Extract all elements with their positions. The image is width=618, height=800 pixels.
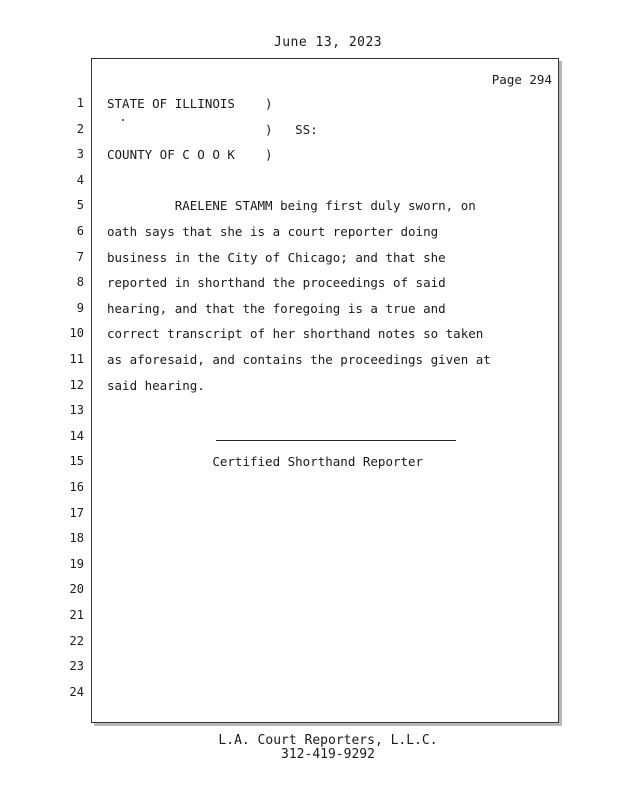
- line-number: 2: [76, 122, 84, 136]
- line-number: 24: [69, 685, 84, 699]
- line-text: as aforesaid, and contains the proceedings given at: [107, 352, 491, 367]
- line-number: 5: [76, 198, 84, 212]
- footer-company: L.A. Court Reporters, L.L.C.: [218, 733, 438, 748]
- line-text: Certified Shorthand Reporter: [107, 454, 424, 469]
- line-text: RAELENE STAMM being first duly sworn, on: [107, 198, 476, 213]
- line-number: 13: [69, 403, 84, 417]
- line-text: COUNTY OF C O O K ): [107, 147, 273, 162]
- line-number: 21: [69, 608, 84, 622]
- footer-phone: 312-419-9292: [281, 747, 375, 762]
- line-number: 22: [69, 634, 84, 648]
- line-number: 14: [69, 429, 84, 443]
- line-text: STATE OF ILLINOIS ): [107, 96, 273, 111]
- line-text: hearing, and that the foregoing is a true and: [107, 301, 446, 316]
- line-number: 17: [69, 506, 84, 520]
- line-number: 11: [69, 352, 84, 366]
- line-text: correct transcript of her shorthand notes so taken: [107, 326, 484, 341]
- line-number: 23: [69, 659, 84, 673]
- line-text: reported in shorthand the proceedings of said: [107, 275, 446, 290]
- line-text: business in the City of Chicago; and that she: [107, 250, 446, 265]
- signature-line: [216, 440, 456, 441]
- line-text: said hearing.: [107, 378, 205, 393]
- line-number: 7: [76, 250, 84, 264]
- line-text: oath says that she is a court reporter doing: [107, 224, 439, 239]
- stray-mark: [122, 119, 124, 121]
- line-text: ) SS:: [107, 122, 318, 137]
- line-number: 8: [76, 275, 84, 289]
- line-number: 12: [69, 378, 84, 392]
- line-number: 6: [76, 224, 84, 238]
- line-number: 4: [76, 173, 84, 187]
- line-number: 16: [69, 480, 84, 494]
- transcript-date: June 13, 2023: [273, 35, 383, 50]
- line-number: 9: [76, 301, 84, 315]
- line-number: 19: [69, 557, 84, 571]
- line-number: 3: [76, 147, 84, 161]
- line-number: 15: [69, 454, 84, 468]
- page-number: Page 294: [491, 72, 552, 87]
- line-number: 1: [76, 96, 84, 110]
- line-number: 18: [69, 531, 84, 545]
- line-number: 10: [69, 326, 84, 340]
- line-number: 20: [69, 582, 84, 596]
